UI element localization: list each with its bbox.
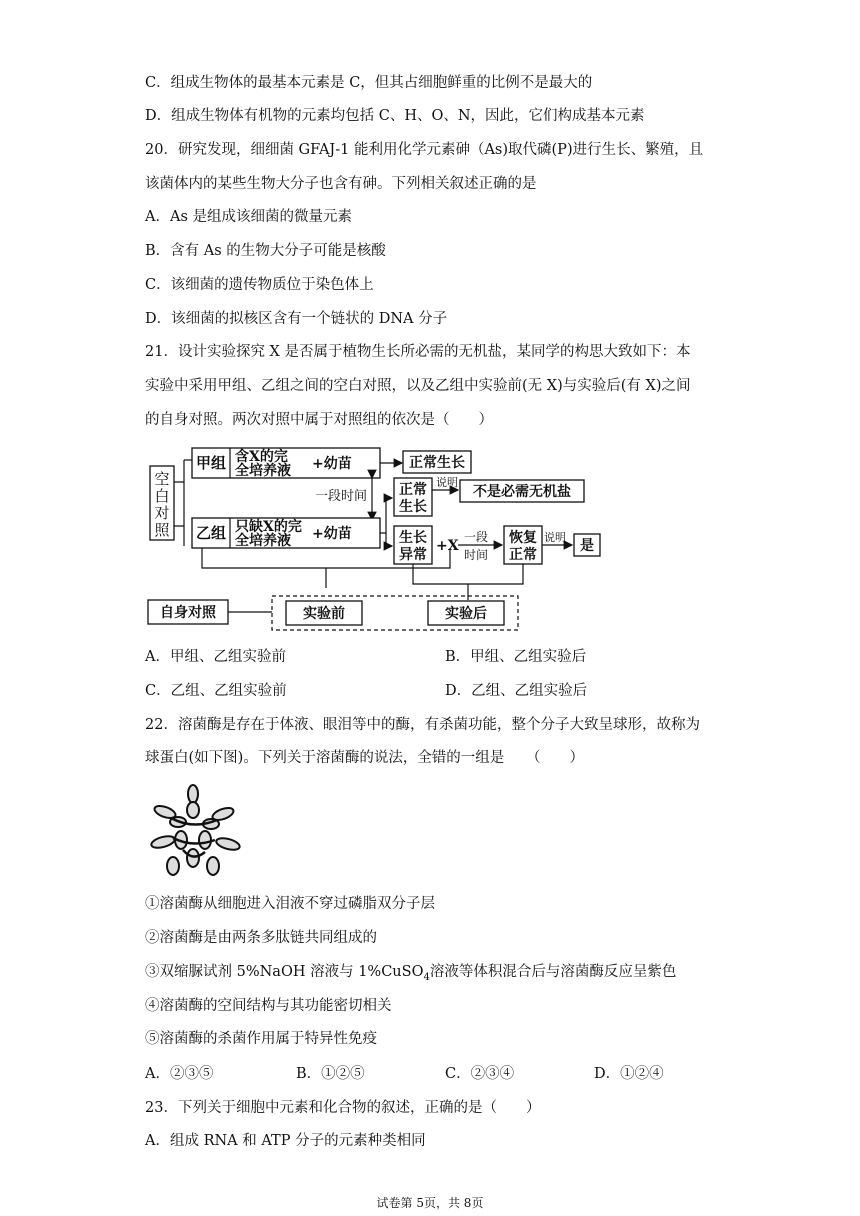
option-20a: A．As 是组成该细菌的微量元素 — [145, 209, 352, 225]
before-label: 实验前 — [303, 606, 345, 622]
svg-text:正常: 正常 — [399, 482, 427, 498]
group-jia-label: 甲组 — [196, 454, 227, 472]
option-19d: D．组成生物体有机物的元素均包括 C、H、O、N，因此，它们构成基本元素 — [145, 108, 645, 124]
jia-medium-line1: 含X的完 — [235, 449, 288, 465]
option-23a: A．组成 RNA 和 ATP 分子的元素种类相同 — [145, 1133, 426, 1149]
option-22c: C．②③④ — [445, 1066, 515, 1082]
statement-3: ③双缩脲试剂 5%NaOH 溶液与 1%CuSO$_4$溶液等体积混合后与溶菌酶反应呈紫色 — [145, 964, 677, 983]
option-21a: A．甲组、乙组实验前 — [145, 649, 286, 665]
option-20c: C．该细菌的遗传物质位于染色体上 — [145, 277, 374, 293]
svg-text:生长: 生长 — [399, 499, 427, 515]
option-22d: D．①②④ — [594, 1066, 664, 1082]
option-22a: A．②③⑤ — [145, 1066, 214, 1082]
svg-text:生长: 生长 — [399, 530, 427, 546]
yi-seedling: +幼苗 — [312, 526, 352, 542]
statement-5: ⑤溶菌酶的杀菌作用属于特异性免疫 — [145, 1031, 377, 1047]
svg-text:时间: 时间 — [464, 548, 489, 562]
not-essential-label: 不是必需无机盐 — [473, 484, 571, 500]
question-22-line1: 22．溶菌酶是存在于体液、眼泪等中的酶，有杀菌功能，整个分子大致呈球形，故称为 — [145, 717, 700, 733]
statement-4: ④溶菌酶的空间结构与其功能密切相关 — [145, 998, 392, 1014]
question-20-line1: 20．研究发现，细细菌 GFAJ-1 能利用化学元素砷（As)取代磷(P)进行生长、繁殖，且 — [145, 142, 704, 158]
self-control-label: 自身对照 — [160, 605, 216, 621]
after-label: 实验后 — [445, 606, 487, 622]
yes-label: 是 — [580, 538, 594, 554]
plus-x-label: +X — [436, 538, 459, 554]
option-21c: C．乙组、乙组实验前 — [145, 683, 287, 699]
normal-growth-label: 正常生长 — [409, 455, 465, 471]
question-21-line3: 的自身对照。两次对照中属于对照组的依次是（ ） — [145, 412, 493, 428]
option-19c: C．组成生物体的最基本元素是 C，但其占细胞鲜重的比例不是最大的 — [145, 75, 593, 91]
statement-1: ①溶菌酶从细胞进入泪液不穿过磷脂双分子层 — [145, 896, 435, 912]
question-20-line2: 该菌体内的某些生物大分子也含有砷。下列相关叙述正确的是 — [145, 176, 537, 192]
question-22-line2: 球蛋白(如下图)。下列关于溶菌酶的说法，全错的一组是 （ ） — [145, 750, 585, 766]
statement-2: ②溶菌酶是由两条多肽链共同组成的 — [145, 930, 377, 946]
question-21-line2: 实验中采用甲组、乙组之间的空白对照，以及乙组中实验前(无 X)与实验后(有 X)之间 — [145, 378, 691, 394]
question-21-line1: 21．设计实验探究 X 是否属于植物生长所必需的无机盐，某同学的构思大致如下：本 — [145, 344, 691, 360]
lysozyme-structure-image — [143, 782, 248, 880]
option-21b: B．甲组、乙组实验后 — [445, 649, 587, 665]
explain-label-1: 说明 — [436, 476, 458, 489]
svg-text:恢复: 恢复 — [509, 530, 537, 546]
option-20d: D．该细菌的拟核区含有一个链状的 DNA 分子 — [145, 311, 448, 327]
svg-text:一段: 一段 — [464, 530, 489, 544]
group-yi-label: 乙组 — [196, 524, 227, 542]
yi-medium-line1: 只缺X的完 — [235, 519, 302, 535]
option-20b: B．含有 As 的生物大分子可能是核酸 — [145, 243, 386, 259]
option-22b: B．①②⑤ — [296, 1066, 365, 1082]
yi-medium-line2: 全培养液 — [235, 533, 291, 549]
jia-medium-line2: 全培养液 — [235, 463, 291, 479]
question-23: 23．下列关于细胞中元素和化合物的叙述，正确的是（ ） — [145, 1100, 541, 1116]
page-footer: 试卷第 5页，共 8页 — [376, 1196, 484, 1210]
blank-control-label: 空白对照 — [154, 470, 170, 539]
time-label-1: 一段时间 — [315, 489, 368, 504]
svg-text:异常: 异常 — [399, 547, 427, 563]
jia-seedling: +幼苗 — [312, 456, 352, 472]
svg-text:正常: 正常 — [509, 547, 537, 563]
option-21d: D．乙组、乙组实验后 — [445, 683, 588, 699]
experiment-flow-diagram — [140, 438, 640, 638]
explain-label-2: 说明 — [544, 531, 566, 544]
